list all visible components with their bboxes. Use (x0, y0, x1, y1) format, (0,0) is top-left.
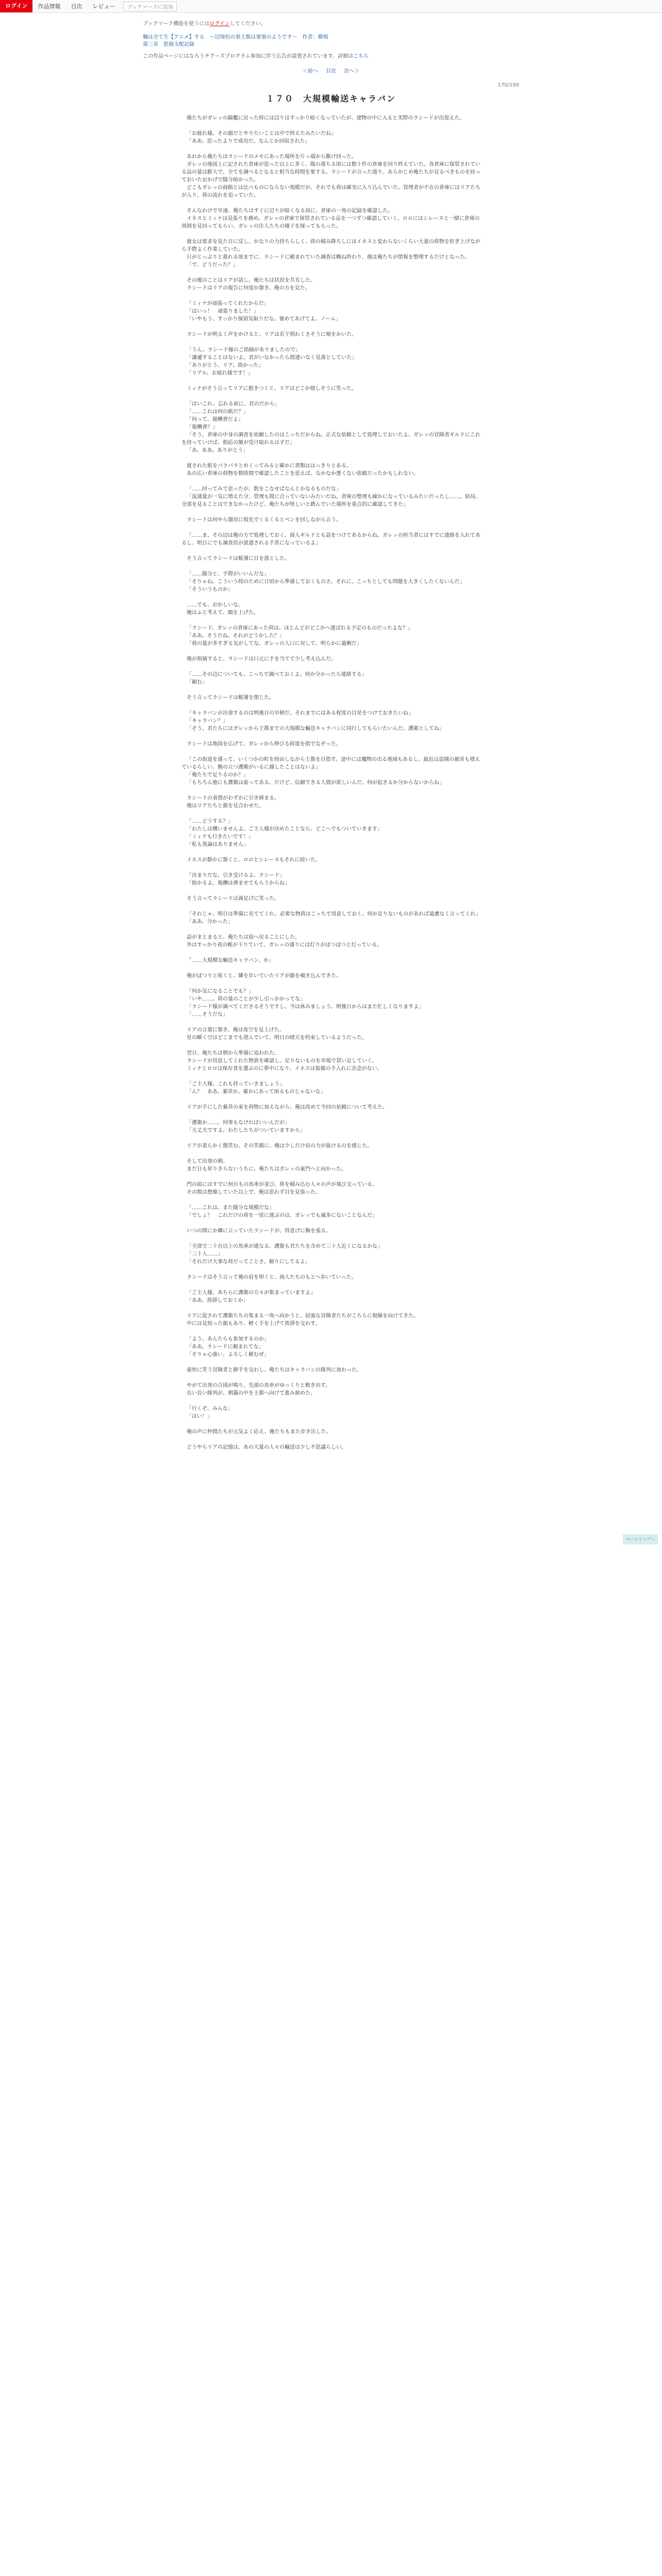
paragraph: 「私も異論はありません」 (187, 842, 249, 848)
paragraph: 「ミィナも行きたいです！」 (187, 834, 254, 840)
nav-work-info[interactable]: 作品情報 (38, 3, 61, 10)
nav-review[interactable]: レビュー (92, 3, 115, 10)
paragraph: 「行くぞ、みんな」 (187, 1406, 233, 1412)
blank-line (181, 199, 481, 207)
blank-line (181, 686, 481, 694)
paragraph: 「ん？ ああ、薬草か。確かにあって困るものじゃないな」 (187, 1089, 326, 1095)
blank-line (181, 1235, 481, 1243)
paragraph: 「……その辺についても、こっちで調べておくよ。何か分かったら連絡する」 (187, 672, 367, 677)
paragraph: ラシードは何やら器用に指先でくるくるとペンを回しながら言う。 (187, 517, 341, 523)
paragraph: 外はすっかり夜の帳が下りていて、ガレッの通りには灯りがぽつぽつと灯っている。 (187, 942, 383, 948)
paragraph: 「そりゃ心強い。よろしく頼むぜ」 (187, 1352, 269, 1358)
paragraph: 「リアル、お疲れ様です！」 (187, 370, 253, 376)
paragraph: リアに促されて護衛たちの集まる一角へ向かうと、屈強な冒険者たちがこちらに視線を向けてきた。 (187, 1313, 419, 1319)
blank-line (181, 702, 481, 709)
paragraph: 「大丈夫ですよ。わたしたちがついていますから」 (187, 1128, 305, 1133)
ad-notice (143, 52, 519, 59)
paragraph: どうやらリアの記憶は、あの大量の人々の輸送は少し不思議らしい。 (187, 1445, 346, 1450)
paragraph: そんなわけで早速、俺たちはすぐに辺りが暗くなる前に、倉庫の一角の記録を確認した。 (187, 208, 393, 214)
blank-line (181, 1328, 481, 1335)
blank-line (181, 122, 481, 130)
login-notice-link[interactable]: ログイン (209, 21, 230, 27)
paragraph: 「あ、ああ。ありがとう」 (187, 448, 249, 453)
paragraph: 「それじゃ、明日は準備に充ててくれ。必要な物資はこっちで用意しておく。何か足りないものがあれば遠慮なく言ってくれ」 (187, 911, 481, 917)
paragraph: いつの間にか隣に立っていたラシードが、得意げに胸を張る。 (187, 1228, 331, 1234)
paragraph: 「報酬書？」 (187, 425, 218, 430)
blank-line (181, 964, 481, 972)
paragraph: ラシードが用意してくれた物資を確認し、足りないものを市場で買い足していく。 (187, 1058, 377, 1064)
paragraph: 「はいっ！ 頑張りました！」 (187, 309, 259, 314)
paragraph: 「俺たちで足りるのか？」 (187, 772, 249, 778)
blank-line (181, 1096, 481, 1104)
login-notice-post: してください。 (229, 21, 266, 27)
blank-line (181, 849, 481, 856)
paragraph: 渡された紙をパラパラとめくってみると確かに書類ははっきりとある。 (187, 463, 352, 469)
paragraph: 「流通量が一気に増えた分、管理も間に合っていないみたいだね。倉庫の整理も疎かになっているみたいだったし……。結局、全部を見ることはできなかったけど、俺たちが怪しいと踏んでいた場所を重点的に確認してきた」 (181, 494, 481, 507)
blank-line (181, 903, 481, 910)
page-number: 170/190 (498, 82, 519, 88)
paragraph: 「うん、ラシード様のご指摘がありましたので」 (187, 347, 301, 353)
paragraph: 「よう、あんたらも参加するのか」 (187, 1336, 269, 1342)
paragraph: 「でしょ？ これだけの荷を一度に運ぶのは、ガレッでも滅多にないことなんだ」 (187, 1213, 377, 1218)
paragraph: 「キャラバン？」 (187, 718, 228, 724)
paragraph: リアの言葉に頷き、俺は夜空を見上げた。 (187, 1027, 285, 1033)
paragraph: まだ日も昇りきらないうちに、俺たちはガレッの東門へと向かった。 (187, 1166, 346, 1172)
paragraph: 「ああ。思ったよりで成功だ。なんとか回収された」 (187, 139, 310, 144)
paragraph: 日がとっぷりと暮れる頃までに、ラシードに頼まれていた調査は概ね終わり、後は俺たちが情報を整理するだけとなった。 (187, 255, 470, 260)
paragraph: 俺はリアたちと顔を見合わせた。 (187, 803, 264, 809)
bookmark-button[interactable]: ブックマークに追加 (123, 2, 176, 11)
blank-line (181, 323, 481, 331)
paragraph: 「ご主人様、あちらに護衛の方々が集まっていますよ」 (187, 1290, 316, 1296)
paragraph: 「ああ。ラシードに頼まれてな」 (187, 1344, 264, 1350)
paragraph: 俺がぽつりと呟くと、隣を歩いていたリアが顔を覗き込んできた。 (187, 973, 341, 979)
blank-line (181, 338, 481, 346)
paragraph: 「ご主人様、これも持っていきましょう」 (187, 1081, 285, 1087)
paragraph: 「……どうする？」 (187, 819, 233, 824)
breadcrumb (143, 34, 519, 48)
paragraph: 「……回ってみて思ったが、数をこなせばなんとかなるものだな」 (187, 486, 341, 492)
login-notice-pre: ブックマーク機能を使うには (143, 21, 210, 27)
paragraph: 門の前にはすでに何台もの馬車が並び、荷を積み込む人々の声が飛び交っている。 (187, 1182, 377, 1188)
blank-line (181, 377, 481, 385)
paragraph: 彼女は要求を見た目に反し、かなりの力持ちらしく、荷の積み降ろしにはイネスと変わらないくらい大量の荷物を担ぎ上げながら手際よく作業していた。 (181, 239, 481, 252)
blank-line (181, 1173, 481, 1181)
paragraph: 「護衛か……。何事もなければいいんだが」 (187, 1120, 290, 1126)
blank-line (181, 547, 481, 555)
paragraph: 「そう。君たちにはガレッから王都までの大規模な輸送キャラバンに同行してもらいたいんだ。護衛としてね」 (187, 726, 444, 732)
breadcrumb-chapter[interactable]: 第三章 悠揚支配記録 (143, 42, 194, 47)
paragraph: 豪快に笑う冒険者と握手を交わし、俺たちはキャラバンの隊列に加わった。 (187, 1367, 362, 1373)
paragraph: 「ああ、そうだね。それがどうかした？」 (187, 633, 285, 639)
blank-line (181, 269, 481, 277)
blank-line (181, 454, 481, 462)
blank-line (181, 563, 481, 570)
paragraph: 俺はふと考えて、顔を上げた。 (187, 610, 259, 616)
blank-line (181, 230, 481, 238)
paragraph: 「この街道を通って、いくつかの町を経由しながら王都を目指す。途中には魔物の出る地域もあるし、最近は盗賊の被害も増えているらしい。腕の立つ護衛がいるに越したことはないよ」 (181, 757, 480, 770)
paragraph: そう言ってラシードは満足げに笑った。 (187, 896, 279, 902)
toc-link[interactable]: 目次 (326, 69, 336, 74)
blank-line (181, 524, 481, 532)
paragraph: その数は想像していた以上で、俺は思わず目を見張った。 (187, 1190, 321, 1195)
paragraph: 星の瞬く空はどこまでも澄んでいて、明日の晴天を約束しているようだった。 (187, 1035, 367, 1041)
blank-line (181, 663, 481, 671)
paragraph: 「いやもう、すっかり探偵気取りだな。褒めてあげてよ。ノーム」 (187, 316, 341, 322)
paragraph: ……でも、おかしいな。 (187, 602, 243, 608)
paragraph: 「ラシード様が調べてくださるそうですし、今は休みましょう。明後日からはまた忙しくなりますよ」 (187, 1004, 424, 1010)
paragraph: ラシードはそう言って俺の肩を叩くと、商人たちのもとへ歩いていった。 (187, 1275, 357, 1280)
paragraph: 「キャラバンが出発するのは明後日の早朝だ。それまでにはある程度の目星をつけておきたいね」 (187, 710, 413, 716)
ad-notice-link[interactable]: こちら (353, 54, 369, 59)
prev-chapter-link[interactable]: ＜前へ (302, 69, 318, 74)
paragraph: 「はいこれ、忘れる前に。君のだから」 (187, 401, 280, 407)
nav-toc[interactable]: 目次 (71, 3, 82, 10)
blank-line (181, 1111, 481, 1119)
paragraph: イネスとミィナは見張りを務め、ガレッの倉庫で保管されている品を一つずつ確認していく。ロロにはシレーヌと一緒に倉庫の周囲を見回ってもらい、ガレッの住人たちの様子を探ってもらった。 (181, 216, 480, 229)
paragraph: 「ああ、分かった」 (187, 919, 233, 925)
paragraph: あの広い倉庫の荷物を数時間で確認したことを思えば、なかなか悪くない依頼だったかもしれない。 (187, 471, 419, 477)
paragraph: ラシードはリアの報告に何度か頷き、俺の方を見た。 (187, 285, 310, 291)
blank-line (181, 1150, 481, 1158)
blank-line (181, 1019, 481, 1026)
paragraph: 長い長い隊列が、朝靄の中を王都へ向けて進み始めた。 (187, 1391, 316, 1396)
paragraph: 「もちろん他にも護衛は雇ってある。だけど、信頼できる人間が欲しいんだ。何が起きるか分からないからね」 (187, 780, 444, 786)
paragraph: 中には見知った顔もあり、軽く手を上げて挨拶を交わす。 (187, 1321, 321, 1327)
paragraph: 俺が指摘すると、ラシードは口元に手を当てて少し考え込んだ。 (187, 656, 336, 662)
paragraph: 「決まりだな。引き受けるよ、ラシード」 (187, 873, 285, 878)
paragraph: 「わたしは構いませんよ。ご主人様が決めたことなら、どこへでもついていきます」 (187, 826, 383, 832)
paragraph: 「ラシード。ガレッの倉庫にあった荷は、ほとんどがどこかへ運ばれる予定のものだったよな？」 (187, 625, 413, 631)
paragraph: 「ありがとう、リア。助かった」 (187, 363, 264, 368)
blank-line (181, 1219, 481, 1227)
paragraph: 話がまとまると、俺たちは宿へ戻ることにした。 (187, 935, 300, 940)
blank-line (181, 1304, 481, 1312)
blank-line (181, 748, 481, 756)
paragraph: ミィナがそう言ってリアに抱きつくと、リアはどこか嬉しそうに笑った。 (187, 386, 357, 392)
paragraph: 俺たちがガレッの鏡艦に戻った時には辺りはすっかり暗くなっていたが、建物の中に入ると実際のラシードが出迎えた。 (187, 115, 465, 121)
blank-line (181, 733, 481, 740)
paragraph: リアが柔らかく微笑む。その笑顔に、俺は少しだけ肩の力が抜けるのを感じた。 (187, 1143, 372, 1149)
page-container (143, 19, 519, 1451)
blank-line (181, 478, 481, 485)
paragraph: 「何か気になることでも？」 (187, 989, 254, 994)
paragraph: 「……これは、また随分な規模だな」 (187, 1205, 274, 1211)
paragraph: 「謙遜することはないよ。君がいなかったら間違いなく見落としていた」 (187, 355, 357, 361)
paragraph: ラシードは地図を広げて、ガレッから伸びる街道を指でなぞった。 (187, 741, 341, 747)
paragraph: 「全部で二十台以上の馬車が連なる。護衛も君たちを含めて三十人近くになるかな」 (187, 1244, 383, 1249)
paragraph: 「いや……。荷の量のことが少し引っかかってな」 (187, 996, 305, 1002)
blank-line (181, 864, 481, 872)
next-chapter-link[interactable]: 次へ＞ (344, 69, 360, 74)
blank-line (181, 810, 481, 818)
paragraph: そう言ってラシードは帳簿を閉じた。 (187, 695, 274, 701)
paragraph: 「何って、報酬書だよ」 (187, 417, 243, 422)
blank-line (181, 887, 481, 895)
paragraph: 「……大規模な輸送キャラバン、か」 (187, 958, 274, 963)
paragraph: 俺の声に仲間たちが元気よく応え、俺たちもまた歩き出した。 (187, 1429, 332, 1435)
page-top-button[interactable]: ページトップへ (623, 1534, 658, 1545)
blank-line (181, 1196, 481, 1204)
paragraph: 「ああ、挨拶しておくか」 (187, 1298, 249, 1303)
paragraph: 「頼む」 (187, 680, 207, 685)
top-navigation-bar (0, 0, 662, 13)
blank-line (181, 145, 481, 153)
paragraph: どこもガレッの商館とは比べものにならない規模だが、それでも荷は確実に入り込んでいた。管理者が不在の倉庫にはリアたちが入り、荷の流れを追っていた。 (181, 185, 481, 198)
blank-line (181, 1073, 481, 1080)
paragraph: やがて出発の合図が鳴り、先頭の馬車がゆっくりと動き出す。 (187, 1383, 331, 1388)
paragraph: 「……随分と、手際がいいんだな」 (187, 571, 269, 577)
paragraph: ミィナとロロは保存食を選ぶのに夢中になり、イネスは装備の手入れに余念がない。 (187, 1066, 383, 1072)
paragraph: 「ミィナが頑張ってくれたからだ」 (187, 301, 269, 307)
paragraph: 「それだけ大事な荷だってことさ。頼りにしてるよ」 (187, 1259, 310, 1265)
blank-line (181, 1281, 481, 1289)
paragraph: 「はい！」 (187, 1414, 212, 1419)
blank-line (181, 1359, 481, 1366)
paragraph: そう言ってラシードは帳簿に目を落とした。 (187, 556, 290, 562)
breadcrumb-work-title[interactable]: 軸は全て生【アニメ】する ～辺境伯の領主館は要塞のようです～ 作者： (143, 35, 318, 40)
blank-line (181, 1436, 481, 1444)
breadcrumb-author[interactable]: 雅鳴 (318, 35, 328, 40)
login-button[interactable]: ログイン (0, 0, 32, 12)
blank-line (181, 594, 481, 601)
blank-line (181, 1420, 481, 1428)
paragraph: そして出発の朝。 (187, 1159, 228, 1164)
blank-line (181, 980, 481, 988)
paragraph: リアが手にした薬草の束を荷物に加えながら、俺は改めて今回の依頼について考えた。 (187, 1105, 388, 1110)
paragraph: 「荷の量が多すぎる気がしてな。ガレッの人口に対して、明らかに過剰だ」 (187, 641, 362, 647)
paragraph: ラシードの表情がわずかに引き締まる。 (187, 795, 279, 801)
paragraph: 「三十人……」 (187, 1251, 223, 1257)
paragraph: その後のことはリアが話し、俺たちは状況を共有した。 (187, 278, 316, 283)
paragraph: ラシードが明るく声をかけると、リアは若干照れくさそうに頬をかいた。 (187, 332, 357, 337)
blank-line (181, 787, 481, 794)
blank-line (181, 1042, 481, 1049)
blank-line (181, 1266, 481, 1274)
paragraph: 「……これは何の紙だ？」 (187, 409, 249, 415)
paragraph: 「そういうものか」 (187, 587, 233, 592)
paragraph: 「助かるよ。報酬は弾ませてもらうからね」 (187, 880, 290, 886)
blank-line (181, 1397, 481, 1405)
paragraph: 「そう。倉庫の中身の調査を依頼したのはこっちだからね。正式な依頼として処理しておいたよ。ガレッの冒険者ギルドにこれを持っていけば、相応の額が受け取れるはずだ」 (181, 432, 481, 446)
blank-line (181, 292, 481, 300)
paragraph: 翌日、俺たちは朝から準備に追われた。 (187, 1050, 279, 1056)
blank-line (181, 393, 481, 400)
chapter-title: １７０ 大規模輸送キャラバン (266, 94, 396, 104)
paragraph: 「……そうだな」 (187, 1012, 228, 1018)
blank-line (181, 949, 481, 957)
paragraph: あれから俺たちはラシードのメモにあった場所を片っ端から駆け回った。 (187, 154, 357, 160)
blank-line (181, 617, 481, 624)
paragraph: イネスが静かに頷くと、ロロとシレーヌもそれに続いた。 (187, 857, 321, 863)
blank-line (181, 509, 481, 516)
login-notice (143, 19, 519, 27)
novel-body (181, 114, 481, 1451)
paragraph: 「お疲れ様。その顔だとやりたいことは中で終えたみたいだね」 (187, 131, 336, 137)
paragraph: 「……ま、その辺は俺の方で処理しておく。商人ギルドとも話をつけてあるからね。ガレッの担当者にはすでに連絡を入れてあるし、明日にでも調査員が派遣される手筈になっているよ」 (181, 533, 481, 546)
blank-line (181, 1374, 481, 1382)
blank-line (181, 648, 481, 655)
blank-line (181, 926, 481, 934)
chapter-pager (143, 66, 519, 74)
ad-notice-text: この作品ページにはなろうチアーズプログラム参加に伴う広告が設置されています。詳細は (143, 54, 354, 59)
paragraph: ガレッの地図上に記された倉庫が思った以上に多く、陽の落ちる頃には数十件の倉庫を回り終えていた。各倉庫に保管されている品の量は膨大で、全てを調べるとなると相当な時間を要する。ラシードが言った通り、あらかじめ俺たちが見るべきものを絞っておいたおかげで随分助かった。 (181, 162, 481, 183)
paragraph: 「で、どうだった？」 (187, 262, 238, 268)
blank-line (181, 1134, 481, 1142)
paragraph: 「そりゃね。こういう時のために日頃から準備しておくものさ。それに、こっちとしても問題を大きくしたくないんだ」 (187, 579, 465, 585)
